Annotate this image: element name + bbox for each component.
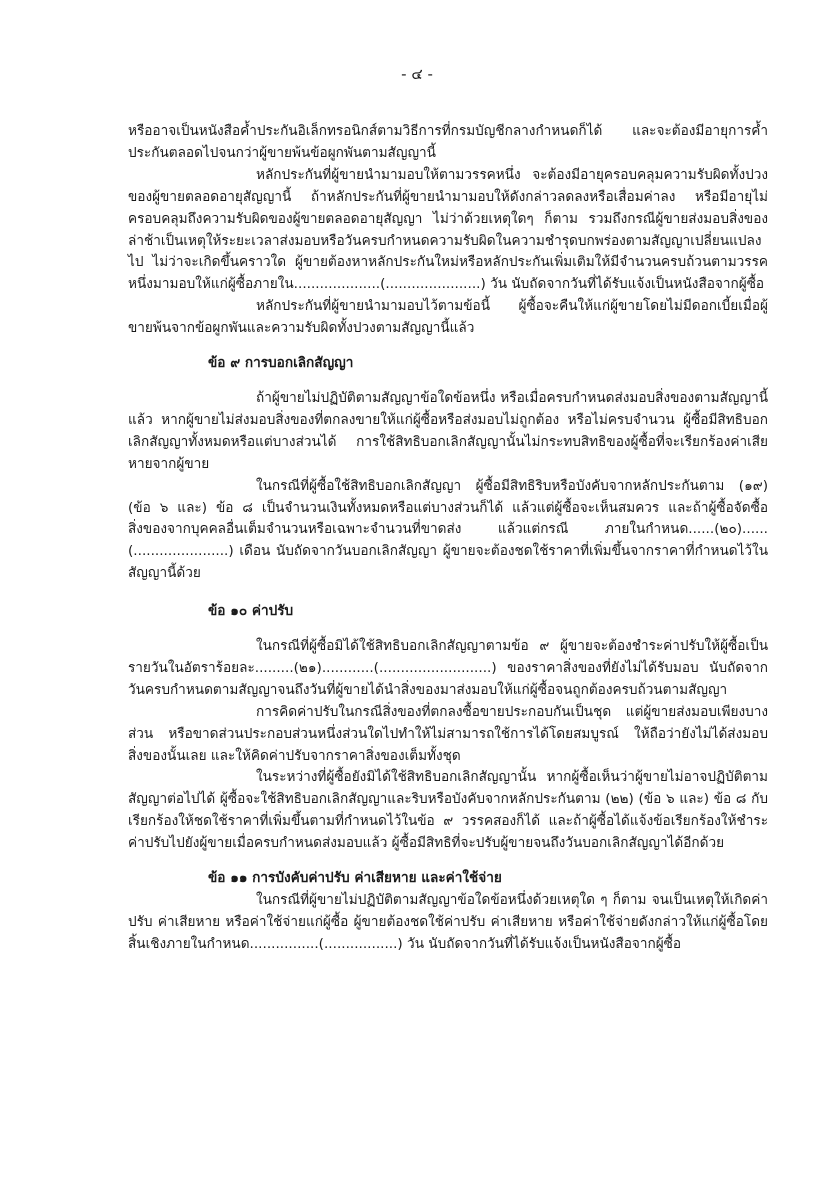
section-10-paragraph-1: ในกรณีที่ผู้ซื้อมิได้ใช้สิทธิบอกเลิกสัญญาตามข้อ ๙ ผู้ขายจะต้องชำระค่าปรับให้ผู้ซื้อเป็นรายวันในอัตราร้อยละ.........(๒๑)............(..........................) ของราคาสิ่งของที่ยังไม่ได้รับมอบ นับถัดจากวันครบกำหนดตามสัญญาจนถึงวันที่ผู้ขายได้นำสิ่งของมาส่งมอบให้แก่ผู้ซื้อจนถูกต้องครบถ้วนตามสัญญา (128, 638, 768, 698)
section-10-paragraph-2: การคิดค่าปรับในกรณีสิ่งของที่ตกลงซื้อขายประกอบกันเป็นชุด แต่ผู้ขายส่งมอบเพียงบางส่วน หรือขาดส่วนประกอบส่วนหนึ่งส่วนใดไปทำให้ไม่สามารถใช้การได้โดยสมบูรณ์ ให้ถือว่ายังไม่ได้ส่งมอบสิ่งของนั้นเลย และให้คิดค่าปรับจากราคาสิ่งของเต็มทั้งชุด (128, 703, 768, 764)
paragraph-guarantee-return: หลักประกันที่ผู้ขายนำมามอบไว้ตามข้อนี้ ผู้ซื้อจะคืนให้แก่ผู้ขายโดยไม่มีดอกเบี้ยเมื่อผู้ขายพ้นจากข้อผูกพันและความรับผิดทั้งปวงตามสัญญานี้แล้ว (128, 298, 768, 337)
section-9-heading: ข้อ ๙ การบอกเลิกสัญญา (208, 355, 354, 372)
section-9-paragraph-1: ถ้าผู้ขายไม่ปฏิบัติตามสัญญาข้อใดข้อหนึ่ง หรือเมื่อครบกำหนดส่งมอบสิ่งของตามสัญญานี้แล้ว หากผู้ขายไม่ส่งมอบสิ่งของที่ตกลงขายให้แก่ผู้ซื้อหรือส่งมอบไม่ถูกต้อง หรือไม่ครบจำนวน ผู้ซื้อมีสิทธิบอกเลิกสัญญาทั้งหมดหรือแต่บางส่วนได้ การใช้สิทธิบอกเลิกสัญญานั้นไม่กระทบสิทธิของผู้ซื้อที่จะเรียกร้องค่าเสียหายจากผู้ขาย (128, 389, 768, 472)
page-number: - ๔ - (401, 65, 433, 83)
document-body (128, 121, 768, 956)
section-11-heading: ข้อ ๑๑ การบังคับค่าปรับ ค่าเสียหาย และค่าใช้จ่าย (208, 870, 502, 887)
section-10-paragraph-3: ในระหว่างที่ผู้ซื้อยังมิได้ใช้สิทธิบอกเลิกสัญญานั้น หากผู้ซื้อเห็นว่าผู้ขายไม่อาจปฏิบัติตามสัญญาต่อไปได้ ผู้ซื้อจะใช้สิทธิบอกเลิกสัญญาและริบหรือบังคับจากหลักประกันตาม (๒๒) (ข้อ ๖ และ) ข้อ ๘ กับเรียกร้องให้ชดใช้ราคาที่เพิ่มขึ้นตามที่กำหนดไว้ในข้อ ๙ วรรคสองก็ได้ และถ้าผู้ซื้อได้แจ้งข้อเรียกร้องให้ชำระค่าปรับไปยังผู้ขายเมื่อครบกำหนดส่งมอบแล้ว ผู้ซื้อมีสิทธิที่จะปรับผู้ขายจนถึงวันบอกเลิกสัญญาได้อีกด้วย (128, 769, 768, 852)
section-10-heading: ข้อ ๑๐ ค่าปรับ (208, 603, 294, 620)
section-11-paragraph-1: ในกรณีที่ผู้ขายไม่ปฏิบัติตามสัญญาข้อใดข้อหนึ่งด้วยเหตุใด ๆ ก็ตาม จนเป็นเหตุให้เกิดค่าปรับ ค่าเสียหาย หรือค่าใช้จ่ายแก่ผู้ซื้อ ผู้ขายต้องชดใช้ค่าปรับ ค่าเสียหาย หรือค่าใช้จ่ายดังกล่าวให้แก่ผู้ซื้อโดยสิ้นเชิงภายในกำหนด................(.................) วัน นับถัดจากวันที่ได้รับแจ้งเป็นหนังสือจากผู้ซื้อ (128, 892, 768, 952)
section-9-paragraph-2: ในกรณีที่ผู้ซื้อใช้สิทธิบอกเลิกสัญญา ผู้ซื้อมีสิทธิริบหรือบังคับจากหลักประกันตาม (๑๙) (ข้อ ๖ และ) ข้อ ๘ เป็นจำนวนเงินทั้งหมดหรือแต่บางส่วนก็ได้ แล้วแต่ผู้ซื้อจะเห็นสมควร และถ้าผู้ซื้อจัดซื้อสิ่งของจากบุคคลอื่นเต็มจำนวนหรือเฉพาะจำนวนที่ขาดส่ง แล้วแต่กรณี ภายในกำหนด......(๒๐)...... (......................) เดือน นับถัดจากวันบอกเลิกสัญญา ผู้ขายจะต้องชดใช้ราคาที่เพิ่มขึ้นจากราคาที่กำหนดไว้ในสัญญานี้ด้วย (128, 477, 768, 582)
paragraph-guarantee-term: หรืออาจเป็นหนังสือค้ำประกันอิเล็กทรอนิกส์ตามวิธีการที่กรมบัญชีกลางกำหนดก็ได้ และจะต้องมีอายุการค้ำประกันตลอดไปจนกว่าผู้ขายพ้นข้อผูกพันตามสัญญานี้ (128, 123, 768, 161)
paragraph-guarantee-coverage: หลักประกันที่ผู้ขายนำมามอบให้ตามวรรคหนึ่ง จะต้องมีอายุครอบคลุมความรับผิดทั้งปวงของผู้ขายตลอดอายุสัญญานี้ ถ้าหลักประกันที่ผู้ขายนำมามอบให้ดังกล่าวลดลงหรือเสื่อมค่าลง หรือมีอายุไม่ครอบคลุมถึงความรับผิดของผู้ขายตลอดอายุสัญญา ไม่ว่าด้วยเหตุใดๆ ก็ตาม รวมถึงกรณีผู้ขายส่งมอบสิ่งของล่าช้าเป็นเหตุให้ระยะเวลาส่งมอบหรือวันครบกำหนดความรับผิดในความชำรุดบกพร่องตามสัญญาเปลี่ยนแปลงไป ไม่ว่าจะเกิดขึ้นคราวใด ผู้ขายต้องหาหลักประกันใหม่หรือหลักประกันเพิ่มเติมให้มีจำนวนครบถ้วนตามวรรคหนึ่งมามอบให้แก่ผู้ซื้อภายใน....................(......................) วัน นับถัดจากวันที่ได้รับแจ้งเป็นหนังสือจากผู้ซื้อ (128, 166, 768, 293)
